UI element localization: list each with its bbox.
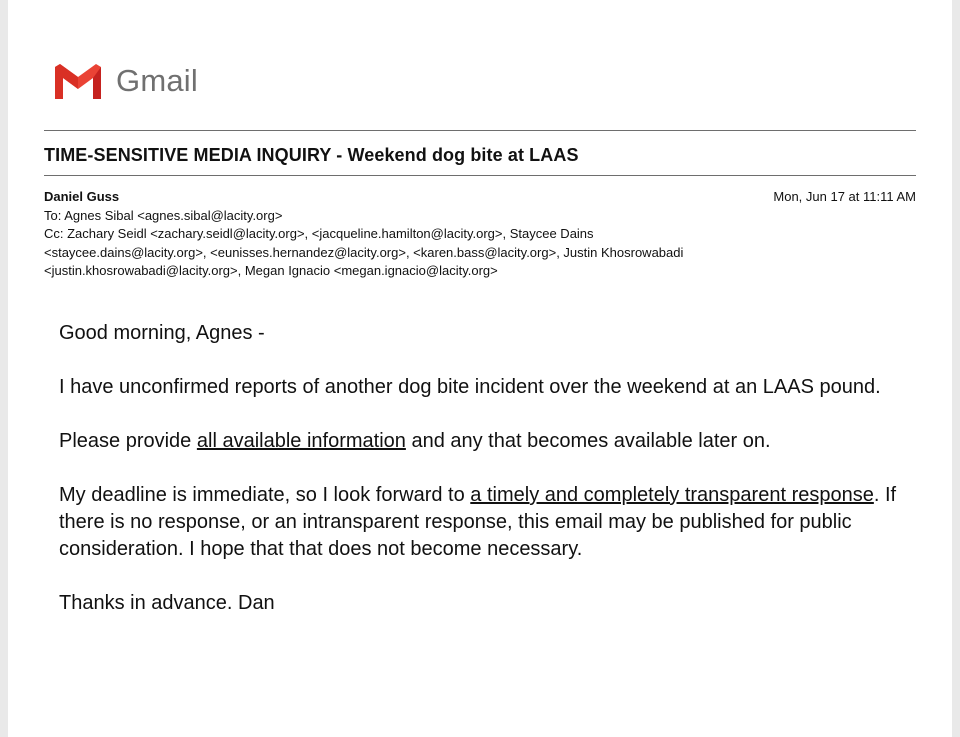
- email-print-page: [8, 0, 952, 737]
- body-paragraph-1: I have unconfirmed reports of another dog bite incident over the weekend at an LAAS pound.: [59, 376, 881, 398]
- email-body: [59, 320, 919, 644]
- header-divider-bottom: [44, 175, 916, 176]
- para3-text-before: My deadline is immediate, so I look forward to: [59, 484, 471, 506]
- body-paragraph-3: [59, 482, 919, 563]
- underlined-transparent-response: a timely and completely transparent response: [470, 484, 874, 506]
- sender-name: Daniel Guss: [44, 189, 120, 204]
- cc-recipients-line-3: <justin.khosrowabadi@lacity.org>, Megan Ignacio <megan.ignacio@lacity.org>: [44, 263, 498, 278]
- body-closing: Thanks in advance. Dan: [59, 592, 275, 614]
- email-date: Mon, Jun 17 at 11:11 AM: [773, 189, 916, 204]
- gmail-wordmark: Gmail: [116, 63, 198, 98]
- gmail-brand: [52, 60, 198, 102]
- email-metadata: [44, 188, 916, 281]
- email-subject: TIME-SENSITIVE MEDIA INQUIRY - Weekend dog bite at LAAS: [44, 145, 579, 165]
- sender-row: [44, 188, 916, 207]
- para2-text-after: and any that becomes available later on.: [405, 430, 771, 452]
- gmail-m-icon: [52, 61, 104, 101]
- cc-recipients-line-1: Cc: Zachary Seidl <zachary.seidl@lacity.org>, <jacqueline.hamilton@lacity.org>, Staycee Dains: [44, 226, 594, 241]
- header-divider-top: [44, 130, 916, 131]
- underlined-all-available-information: all available information: [196, 430, 406, 452]
- para3-text-after: . If there is no response, or an intransparent response, this email may be published for public consideration. I hope that that does not become necessary.: [59, 484, 897, 560]
- body-greeting: Good morning, Agnes -: [59, 322, 265, 344]
- body-paragraph-2: [59, 428, 919, 455]
- para2-text-before: Please provide: [59, 430, 197, 452]
- cc-recipients-line-2: <staycee.dains@lacity.org>, <eunisses.hernandez@lacity.org>, <karen.bass@lacity.org>, Justin Khosrowabadi: [44, 244, 684, 260]
- to-recipients: To: Agnes Sibal <agnes.sibal@lacity.org>: [44, 207, 283, 223]
